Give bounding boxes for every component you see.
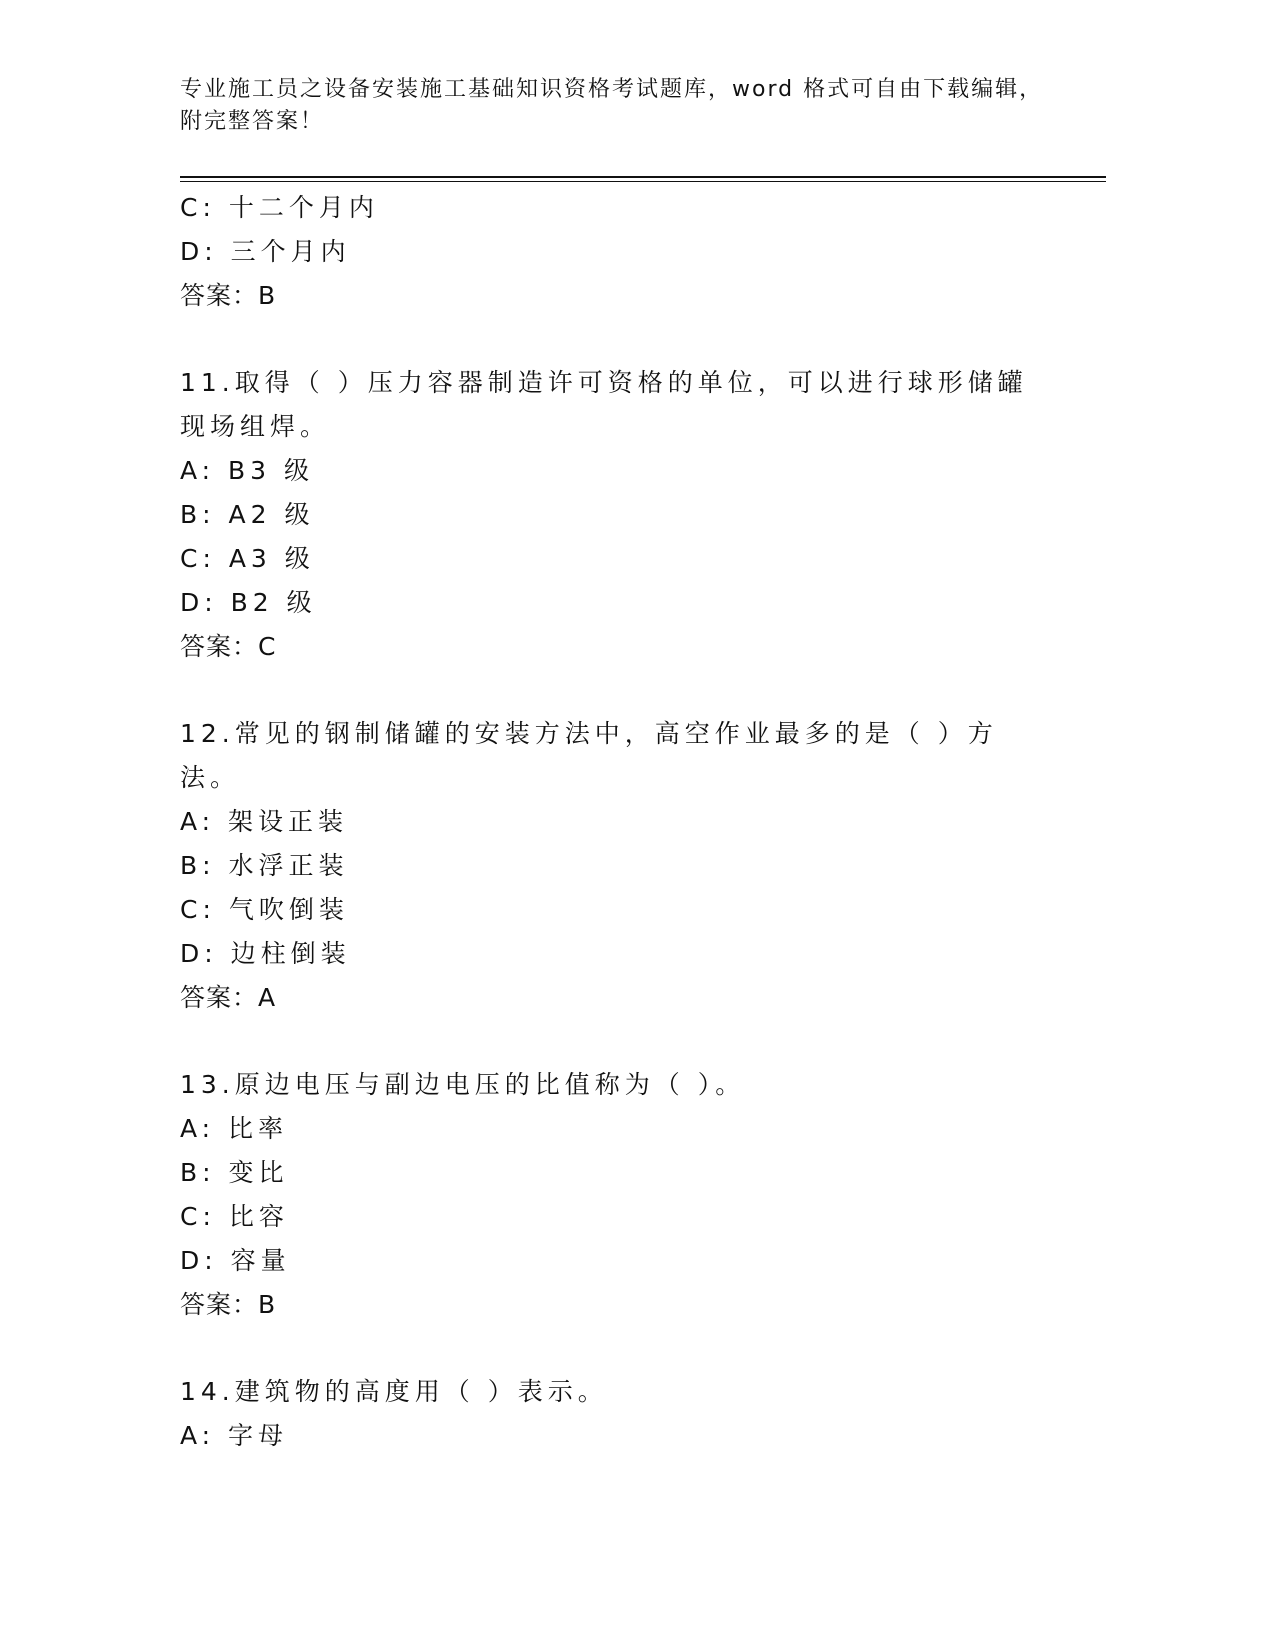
question-14 — [180, 1370, 1080, 1458]
answer: 答案：A — [180, 983, 277, 1012]
option-a: A: 架设正装 — [180, 807, 349, 836]
question-text: 12.常见的钢制储罐的安装方法中，高空作业最多的是（ ）方法。 — [180, 719, 998, 792]
question-13 — [180, 1063, 1080, 1327]
answer: 答案：B — [180, 281, 277, 310]
option-d: D: 三个月内 — [180, 237, 351, 266]
option-c: C: 比容 — [180, 1202, 289, 1231]
question-list — [180, 186, 1080, 1458]
option-a: A: B3 级 — [180, 456, 315, 485]
option-a: A: 比率 — [180, 1114, 289, 1143]
option-d: D: B2 级 — [180, 588, 317, 617]
question-12 — [180, 712, 1080, 1020]
answer: 答案：B — [180, 1290, 277, 1319]
option-d: D: 边柱倒装 — [180, 939, 351, 968]
option-a: A: 字母 — [180, 1421, 289, 1450]
question-text: 11.取得（ ）压力容器制造许可资格的单位，可以进行球形储罐现场组焊。 — [180, 368, 1028, 441]
header-line-1: 专业施工员之设备安装施工基础知识资格考试题库，word 格式可自由下载编辑， — [180, 77, 1044, 102]
document-header — [180, 74, 1060, 138]
question-text: 14.建筑物的高度用（ ）表示。 — [180, 1377, 608, 1406]
option-b: B: 水浮正装 — [180, 851, 349, 880]
header-divider-thin — [180, 181, 1106, 182]
question-text: 13.原边电压与副边电压的比值称为（ ）。 — [180, 1070, 746, 1099]
question-10-tail — [180, 186, 1080, 318]
option-b: B: A2 级 — [180, 500, 315, 529]
option-c: C: 气吹倒装 — [180, 895, 349, 924]
option-c: C: A3 级 — [180, 544, 315, 573]
answer: 答案：C — [180, 632, 277, 661]
option-c: C: 十二个月内 — [180, 193, 379, 222]
question-11 — [180, 361, 1080, 669]
header-line-2: 附完整答案！ — [180, 109, 325, 134]
option-b: B: 变比 — [180, 1158, 289, 1187]
header-divider-thick — [180, 176, 1106, 178]
option-d: D: 容量 — [180, 1246, 291, 1275]
